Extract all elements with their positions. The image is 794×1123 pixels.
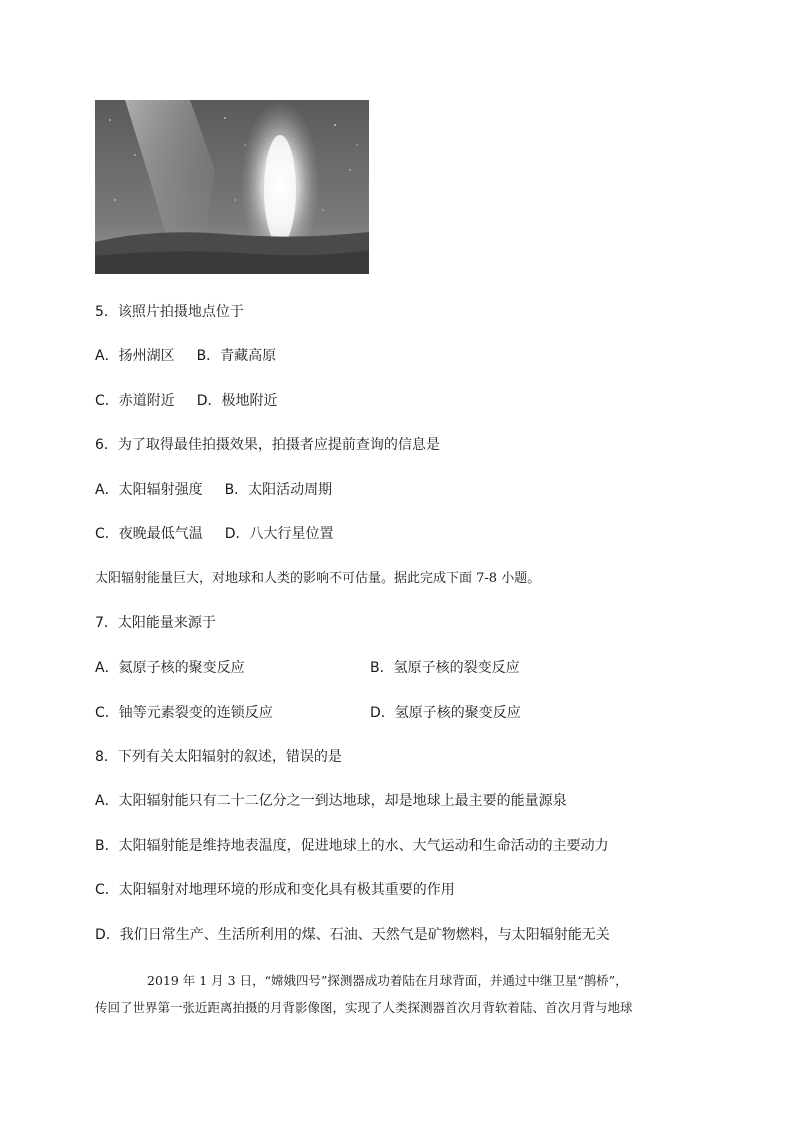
option-6d: D．八大行星位置 bbox=[224, 526, 334, 542]
option-6a: A．太阳辐射强度 bbox=[95, 482, 203, 498]
option-8d: D．我们日常生产、生活所利用的煤、石油、天然气是矿物燃料，与太阳辐射能无关 bbox=[95, 927, 610, 943]
question-5-options-row-2 bbox=[95, 391, 278, 411]
option-7b: B．氢原子核的裂变反应 bbox=[370, 660, 520, 676]
question-6-options-row-1 bbox=[95, 480, 332, 500]
option-5d: D．极地附近 bbox=[196, 393, 278, 409]
question-6-options-row-2 bbox=[95, 524, 334, 544]
option-8c: C．太阳辐射对地理环境的形成和变化具有极其重要的作用 bbox=[95, 882, 455, 898]
option-7a: A．氦原子核的聚变反应 bbox=[95, 660, 245, 676]
option-5b: B．青藏高原 bbox=[196, 348, 277, 364]
passage-7-8: 太阳辐射能量巨大，对地球和人类的影响不可估量。据此完成下面 7-8 小题。 bbox=[95, 571, 541, 586]
option-8b: B．太阳辐射能是维持地表温度，促进地球上的水、大气运动和生命活动的主要动力 bbox=[95, 838, 609, 854]
question-8-stem: 8．下列有关太阳辐射的叙述，错误的是 bbox=[95, 749, 342, 765]
option-7c: C．铀等元素裂变的连锁反应 bbox=[95, 705, 273, 721]
question-7-stem: 7．太阳能量来源于 bbox=[95, 615, 216, 631]
option-8a: A．太阳辐射能只有二十二亿分之一到达地球，却是地球上最主要的能量源泉 bbox=[95, 793, 567, 809]
milky-way-image bbox=[95, 100, 369, 274]
next-passage-line-1: 2019 年 1 月 3 日，“嫦娥四号”探测器成功着陆在月球背面，并通过中继卫星“鹊桥”， bbox=[147, 973, 628, 988]
night-sky-photo bbox=[95, 100, 369, 274]
next-passage-line-2: 传回了世界第一张近距离拍摄的月背影像图，实现了人类探测器首次月背软着陆、首次月背与地球 bbox=[95, 1000, 633, 1015]
option-7d: D．氢原子核的聚变反应 bbox=[370, 705, 521, 721]
option-5a: A．扬州湖区 bbox=[95, 348, 175, 364]
question-5-options-row-1 bbox=[95, 346, 276, 366]
option-6c: C．夜晚最低气温 bbox=[95, 526, 203, 542]
option-6b: B．太阳活动周期 bbox=[224, 482, 333, 498]
question-6-stem: 6．为了取得最佳拍摄效果，拍摄者应提前查询的信息是 bbox=[95, 437, 440, 453]
option-5c: C．赤道附近 bbox=[95, 393, 175, 409]
question-5-stem: 5．该照片拍摄地点位于 bbox=[95, 304, 244, 320]
